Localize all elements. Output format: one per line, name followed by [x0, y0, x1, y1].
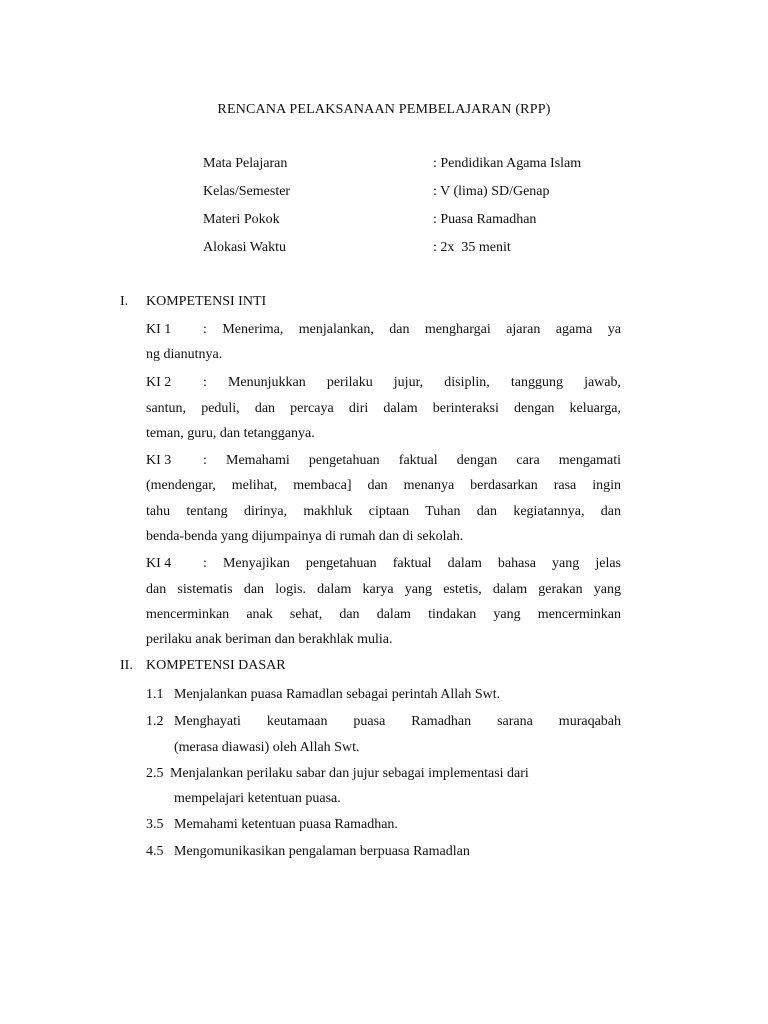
ki-text-line: santun, peduli, dan percaya diri dalam berinteraksi dengan keluarga,	[146, 401, 621, 416]
ki-text-line: : Menyajikan pengetahuan faktual dalam bahasa yang jelas	[203, 556, 621, 571]
ki-text-line: : Menerima, menjalankan, dan menghargai ajaran agama ya	[203, 322, 621, 337]
kd-text-line: mempelajari ketentuan puasa.	[174, 791, 341, 806]
identity-value: : Puasa Ramadhan	[433, 212, 537, 227]
identity-row-subject	[203, 156, 643, 176]
kd-text-line: Menjalankan perilaku sabar dan jujur sebagai implementasi dari	[170, 766, 529, 781]
ki-text-line: benda-benda yang dijumpainya di rumah dan di sekolah.	[146, 529, 464, 544]
ki-text-line: ng dianutnya.	[146, 347, 223, 362]
kd-number: 3.5	[146, 817, 164, 832]
ki-label: KI 4	[146, 556, 172, 571]
identity-label: Alokasi Waktu	[203, 240, 286, 255]
kd-text-line: Memahami ketentuan puasa Ramadhan.	[174, 817, 398, 832]
ki-label: KI 3	[146, 453, 172, 468]
ki-text-line: mencerminkan anak sehat, dan dalam tindakan yang mencerminkan	[146, 607, 621, 622]
kd-number: 1.2	[146, 714, 164, 729]
ki-text-line: teman, guru, dan tetangganya.	[146, 426, 315, 441]
ki-label: KI 1	[146, 322, 172, 337]
identity-label: Mata Pelajaran	[203, 156, 288, 171]
section-number: I.	[120, 294, 129, 309]
kd-text-line: Menjalankan puasa Ramadlan sebagai perintah Allah Swt.	[174, 687, 501, 702]
kd-number: 4.5	[146, 844, 164, 859]
kd-number: 1.1	[146, 687, 164, 702]
identity-label: Kelas/Semester	[203, 184, 291, 199]
identity-value: : V (lima) SD/Genap	[433, 184, 550, 199]
ki-text-line: perilaku anak beriman dan berakhlak mulia.	[146, 632, 393, 647]
document-title: RENCANA PELAKSANAAN PEMBELAJARAN (RPP)	[217, 102, 551, 117]
ki-text-line: tahu tentang dirinya, makhluk ciptaan Tuhan dan kegiatannya, dan	[146, 504, 621, 519]
kd-text-line: Mengomunikasikan pengalaman berpuasa Ramadlan	[174, 844, 470, 859]
identity-row-topic	[203, 212, 643, 232]
identity-value: : Pendidikan Agama Islam	[433, 156, 582, 171]
ki-text-line: dan sistematis dan logis. dalam karya yang estetis, dalam gerakan yang	[146, 582, 621, 597]
section-title: KOMPETENSI INTI	[146, 294, 267, 309]
identity-row-class	[203, 184, 643, 204]
ki-text-line: : Memahami pengetahuan faktual dengan cara mengamati	[203, 453, 621, 468]
ki-label: KI 2	[146, 375, 172, 390]
kd-text-line: (merasa diawasi) oleh Allah Swt.	[174, 740, 360, 755]
identity-label: Materi Pokok	[203, 212, 280, 227]
identity-value: : 2x 35 menit	[433, 240, 511, 255]
section-number: II.	[120, 658, 133, 673]
section-title: KOMPETENSI DASAR	[146, 658, 286, 673]
kd-text-line: Menghayati keutamaan puasa Ramadhan sarana muraqabah	[174, 714, 621, 729]
kd-number: 2.5	[146, 766, 164, 781]
ki-text-line: (mendengar, melihat, membaca] dan menanya berdasarkan rasa ingin	[146, 478, 621, 493]
ki-text-line: : Menunjukkan perilaku jujur, disiplin, tanggung jawab,	[203, 375, 621, 390]
identity-row-time	[203, 240, 643, 260]
